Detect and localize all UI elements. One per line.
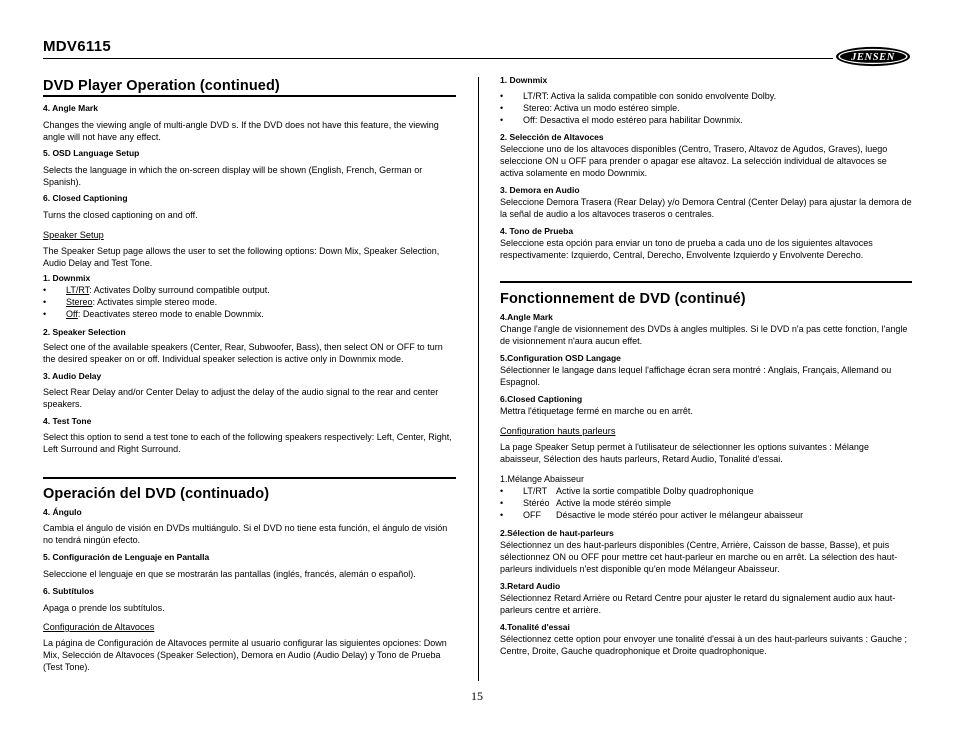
list-item: • Stereo: Activates simple stereo mode. (43, 297, 218, 307)
paragraph-retard-audio: Sélectionnez Retard Arrière ou Retard Centre pour ajuster le retard du signalement audio aux haut-parleurs centre et arrière. (500, 593, 896, 615)
heading-retard-audio: 3.Retard Audio (500, 581, 561, 591)
heading-angle-mark-fr: 4.Angle Mark (500, 312, 553, 322)
heading-seleccion-altavoces: 2. Selección de Altavoces (500, 132, 604, 142)
jensen-logo (835, 46, 911, 67)
paragraph-osd-language: Selects the language in which the on-screen display will be shown (English, French, German or Spanish). (43, 165, 423, 187)
list-item: • Off: Deactivates stereo mode to enable Downmix. (43, 309, 264, 319)
english-section (43, 78, 456, 455)
paragraph-speaker-setup: The Speaker Setup page allows the user to set the following options: Down Mix, Speaker Selection, Audio Delay and Test Tone. (43, 246, 440, 268)
heading-audio-delay: 3. Audio Delay (43, 371, 102, 381)
heading-test-tone: 4. Test Tone (43, 416, 92, 426)
paragraph-osd-fr: Sélectionner le langage dans lequel l'affichage écran sera montré : Anglais, Français, Allemand ou Espagnol. (500, 365, 892, 387)
heading-melange-abaisseur: 1.Mélange Abaisseur (500, 474, 585, 484)
section-title-english: DVD Player Operation (continued) (43, 78, 280, 94)
heading-subtitulos: 6. Subtítulos (43, 586, 94, 596)
list-item: • LT/RT Active la sortie compatible Dolby quadrophonique (500, 486, 754, 496)
model-number: MDV6115 (43, 38, 111, 55)
heading-osd-fr: 5.Configuration OSD Langage (500, 353, 621, 363)
paragraph-subtitulos: Apaga o prende los subtítulos. (43, 603, 165, 613)
list-item: • LT/RT: Activa la salida compatible con sonido envolvente Dolby. (500, 91, 777, 101)
paragraph-tono-prueba: Seleccione esta opción para enviar un tono de prueba a cada uno de los siguientes altavoces respectivamente: Izquierdo, Central, Derecho, Envolvente Izquierdo y Envolvente Derecho. (500, 238, 873, 260)
melange-list (500, 485, 912, 521)
paragraph-closed-captioning-fr: Mettra l'étiquetage fermé en marche ou en arrêt. (500, 406, 693, 416)
heading-selection-haut-parleurs: 2.Sélection de haut-parleurs (500, 528, 614, 538)
section-title-spanish: Operación del DVD (continuado) (43, 486, 270, 502)
paragraph-lenguaje: Seleccione el lenguaje en que se mostrarán las pantallas (inglés, francés, alemán o español). (43, 569, 416, 579)
subheading-configuration-hauts-parleurs: Configuration hauts parleurs (500, 426, 616, 436)
paragraph-demora-audio: Seleccione Demora Trasera (Rear Delay) y/o Demora Central (Center Delay) para ajustar la demora de la señal de audio a los altavoces traseros o centrales. (500, 197, 912, 219)
heading-closed-captioning: 6. Closed Captioning (43, 193, 128, 203)
paragraph-angle-mark-fr: Change l'angle de visionnement des DVDs à angles multiples. Si le DVD n'a pas cette fonction, l'angle de visionnement n'aura aucun effet. (500, 324, 908, 346)
paragraph-configuration-hauts-parleurs: La page Speaker Setup permet à l'utilisateur de sélectionner les options suivantes : Mélange abaisseur, Sélection des hauts parleurs, Retard Audio, Tonalité d'essai. (500, 442, 869, 464)
heading-speaker-selection: 2. Speaker Selection (43, 327, 126, 337)
list-item: • LT/RT: Activates Dolby surround compatible output. (43, 285, 270, 295)
svg-text:JENSEN: JENSEN (851, 52, 895, 64)
paragraph-angle-mark: Changes the viewing angle of multi-angle DVD s. If the DVD does not have this feature, the viewing angle will not have any effect. (43, 120, 439, 142)
section-rule (500, 281, 912, 283)
list-item: • Stereo: Activa un modo estéreo simple. (500, 103, 680, 113)
heading-downmix-es: 1. Downmix (500, 75, 548, 85)
spanish-section-right (500, 75, 912, 261)
list-item: • Stéréo Active la mode stéréo simple (500, 498, 672, 508)
heading-angle-mark: 4. Angle Mark (43, 103, 98, 113)
subheading-configuracion-altavoces: Configuración de Altavoces (43, 622, 155, 632)
paragraph-tonalite-essai: Sélectionnez cette option pour envoyer une tonalité d'essai à un des haut-parleurs suivants : Gauche ; Centre, Droite, Gauche quadrophonique et Droite quadrophonique. (500, 634, 907, 656)
heading-lenguaje: 5. Configuración de Lenguaje en Pantalla (43, 552, 210, 562)
heading-angulo: 4. Ángulo (43, 507, 82, 517)
heading-demora-audio: 3. Demora en Audio (500, 185, 580, 195)
downmix-list (43, 284, 456, 320)
paragraph-test-tone: Select this option to send a test tone to each of the following speakers respectively: Left, Center, Right, Left Surround and Right Surround. (43, 432, 452, 454)
paragraph-audio-delay: Select Rear Delay and/or Center Delay to adjust the delay of the audio signal to the rear and center speakers. (43, 387, 439, 409)
page-number: 15 (471, 689, 483, 703)
heading-closed-captioning-fr: 6.Closed Captioning (500, 394, 583, 404)
paragraph-configuracion-altavoces: La página de Configuración de Altavoces permite al usuario configurar las siguientes opciones: Down Mix, Selección de Altavoces (Speaker Selection), Demora en Audio (Audio Delay) y Tono de Prueba (Test Tone). (43, 638, 447, 672)
french-section (500, 281, 912, 657)
spanish-section-left (43, 477, 456, 673)
list-item: • Off: Desactiva el modo estéreo para habilitar Downmix. (500, 115, 743, 125)
paragraph-seleccion-altavoces: Seleccione uno de los altavoces disponibles (Centro, Trasero, Altavoz de Agudos, Graves), luego seleccione ON u OFF para prender o apagar ese altavoz. La selección individual de altavoces se activa solamente en modo Downmix. (500, 144, 888, 178)
heading-osd-language: 5. OSD Language Setup (43, 148, 140, 158)
heading-tono-prueba: 4. Tono de Prueba (500, 226, 574, 236)
subheading-speaker-setup: Speaker Setup (43, 230, 104, 240)
downmix-list-es (500, 90, 912, 126)
paragraph-selection-haut-parleurs: Sélectionnez un des haut-parleurs disponibles (Centre, Arrière, Caisson de basse, Basse), et puis sélectionnez ON ou OFF pour mettre cet haut-parleur en marche ou en arrêt. La sélection des haut-parleurs individuels n'est disponible qu'en mode Mélangeur Abaisseur. (500, 540, 898, 574)
column-divider (478, 77, 479, 681)
paragraph-angulo: Cambia el ángulo de visión en DVDs multiángulo. Si el DVD no tiene esta función, el ángulo de visión no tendrá ningún efecto. (43, 523, 448, 545)
header-rule (43, 58, 833, 59)
section-rule (43, 477, 456, 479)
list-item: • OFF Désactive le mode stéréo pour activer le mélangeur abaisseur (500, 510, 804, 520)
paragraph-closed-captioning: Turns the closed captioning on and off. (43, 210, 198, 220)
section-rule (43, 95, 456, 97)
section-title-french: Fonctionnement de DVD (continué) (500, 291, 746, 307)
paragraph-speaker-selection: Select one of the available speakers (Center, Rear, Subwoofer, Bass), then select ON or OFF to turn the desired speaker on or off. Individual speaker selection is active only in Downmix mode. (43, 342, 443, 364)
heading-downmix: 1. Downmix (43, 273, 91, 283)
heading-tonalite-essai: 4.Tonalité d'essai (500, 622, 570, 632)
